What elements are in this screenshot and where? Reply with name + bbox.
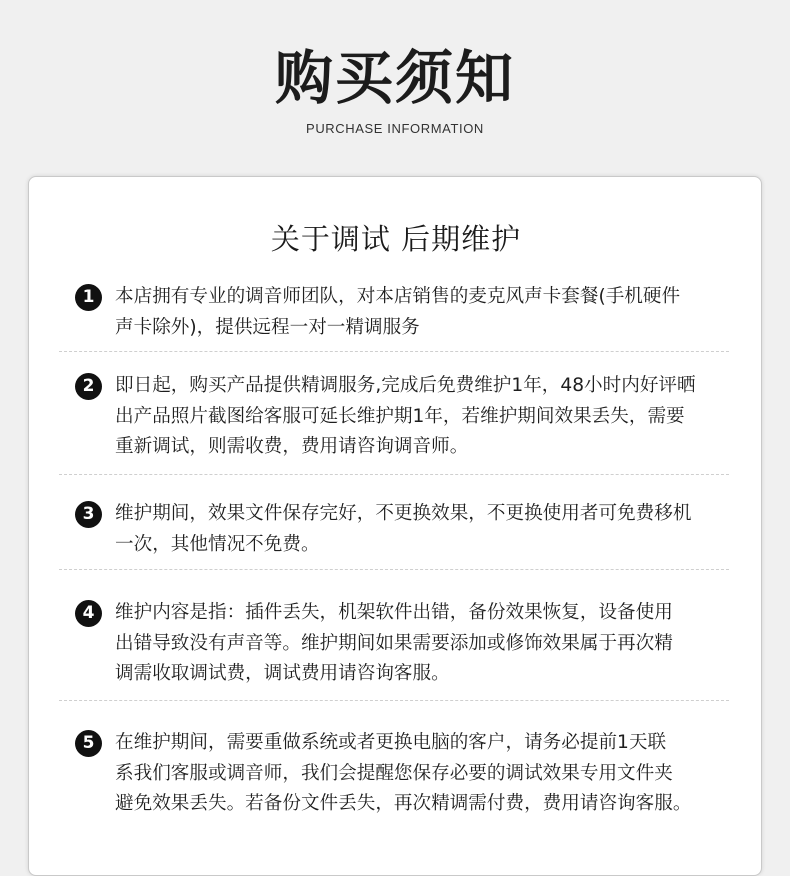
number-badge-3: 3 xyxy=(75,501,102,528)
divider xyxy=(59,700,729,701)
number-badge-4: 4 xyxy=(75,600,102,627)
notice-line: 出产品照片截图给客服可延长维护期1年，若维护期间效果丢失，需要 xyxy=(115,405,685,427)
number-badge-1: 1 xyxy=(75,284,102,311)
number-badge-5: 5 xyxy=(75,730,102,757)
notice-text-2 xyxy=(115,371,735,463)
notice-line: 维护期间，效果文件保存完好，不更换效果，不更换使用者可免费移机 xyxy=(115,503,692,524)
notice-line: 即日起，购买产品提供精调服务,完成后免费维护1年，48小时内好评晒 xyxy=(115,375,696,396)
divider xyxy=(59,474,729,475)
card-title: 关于调试 后期维护 xyxy=(270,222,522,256)
notice-line: 本店拥有专业的调音师团队，对本店销售的麦克风声卡套餐(手机硬件 xyxy=(115,286,681,307)
page-title: 购买须知 xyxy=(274,44,515,112)
notice-line: 出错导致没有声音等。维护期间如果需要添加或修饰效果属于再次精 xyxy=(115,632,673,654)
info-card xyxy=(28,176,762,876)
page-subtitle: PURCHASE INFORMATION xyxy=(306,121,484,136)
notice-line: 系我们客服或调音师，我们会提醒您保存必要的调试效果专用文件夹 xyxy=(115,762,673,784)
notice-line: 维护内容是指：插件丢失，机架软件出错，备份效果恢复，设备使用 xyxy=(115,602,673,623)
number-badge-2: 2 xyxy=(75,373,102,400)
notice-text-3 xyxy=(115,499,735,560)
notice-line: 重新调试，则需收费，费用请咨询调音师。 xyxy=(115,436,469,457)
page-header xyxy=(0,0,790,170)
divider xyxy=(59,569,729,570)
notice-text-5 xyxy=(115,728,735,820)
notice-line: 调需收取调试费，调试费用请咨询客服。 xyxy=(115,663,450,684)
divider xyxy=(59,351,729,352)
notice-text-4 xyxy=(115,598,735,690)
notice-line: 在维护期间，需要重做系统或者更换电脑的客户，请务必提前1天联 xyxy=(115,732,667,753)
notice-line: 避免效果丢失。若备份文件丢失，再次精调需付费，费用请咨询客服。 xyxy=(115,793,692,814)
notice-line: 一次，其他情况不免费。 xyxy=(115,533,320,555)
notice-line: 声卡除外)，提供远程一对一精调服务 xyxy=(115,316,420,338)
notice-text-1 xyxy=(115,282,735,343)
